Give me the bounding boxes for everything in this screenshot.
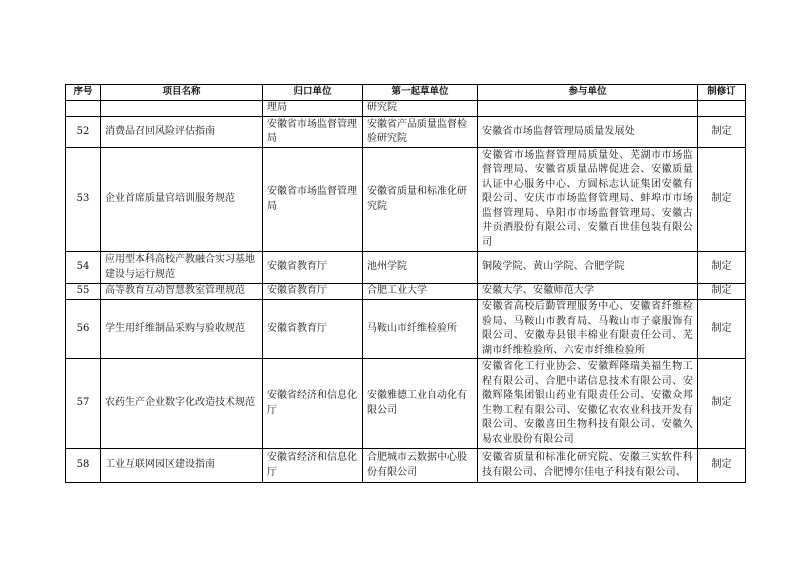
row-type: 制定	[698, 117, 746, 148]
table-cell	[478, 101, 698, 117]
row-dept: 安徽省教育厅	[263, 284, 363, 300]
row-drafter: 合肥工业大学	[363, 284, 478, 300]
table-cell	[66, 101, 101, 117]
row-name: 学生用纤维制品采购与验收规范	[101, 300, 263, 359]
row-type: 制定	[698, 284, 746, 300]
header-seq: 序号	[66, 85, 101, 101]
header-participants: 参与单位	[478, 85, 698, 101]
table-cell	[101, 101, 263, 117]
row-name: 应用型本科高校产教融合实习基地建设与运行规范	[101, 252, 263, 284]
row-drafter: 池州学院	[363, 252, 478, 284]
row-seq: 52	[66, 117, 101, 148]
row-participants: 安徽省化工行业协会、安徽辉隆瑞美福生物工程有限公司、合肥中诺信息技术有限公司、安徽辉隆集团银山药业有限责任公司、安徽众邦生物工程有限公司、安徽亿农农业科技开发有限公司、安徽喜田生物科技有限公司、安徽久易农业股份有限公司	[478, 359, 698, 449]
row-seq: 56	[66, 300, 101, 359]
row-drafter: 安徽省质量和标准化研究院	[363, 148, 478, 252]
row-drafter: 安徽省产品质量监督检验研究院	[363, 117, 478, 148]
table-cell	[698, 101, 746, 117]
row-drafter: 安徽雅德工业自动化有限公司	[363, 359, 478, 449]
row-dept: 安徽省教育厅	[263, 300, 363, 359]
row-participants: 安徽省质量和标准化研究院、安徽三实软件科技有限公司、合肥博尔佳电子科技有限公司、	[478, 449, 698, 483]
row-dept: 安徽省市场监督管理局	[263, 148, 363, 252]
row-name: 消费品召回风险评估指南	[101, 117, 263, 148]
continuation-dept: 理局	[263, 101, 363, 117]
table-row	[66, 252, 746, 284]
row-drafter: 马鞍山市纤维检验所	[363, 300, 478, 359]
row-type: 制定	[698, 300, 746, 359]
row-participants: 安徽省市场监督管理局质量处、芜湖市市场监督管理局、安徽省质量品牌促进会、安徽质量认证中心服务中心、方圆标志认证集团安徽有限公司、安庆市市场监督管理局、蚌埠市市场监督管理局、阜阳市市场监督管理局、安徽古井贡酒股份有限公司、安徽百世佳包装有限公司	[478, 148, 698, 252]
row-name: 农药生产企业数字化改造技术规范	[101, 359, 263, 449]
header-dept: 归口单位	[263, 85, 363, 101]
row-seq: 58	[66, 449, 101, 483]
row-participants: 安徽省高校后勤管理服务中心、安徽省纤维检验局、马鞍山市教育局、马鞍山市子豪服饰有限公司、安徽寿县银丰棉业有限责任公司、芜湖市纤维检验所、六安市纤维检验所	[478, 300, 698, 359]
table-row	[66, 359, 746, 449]
table-row	[66, 449, 746, 483]
row-dept: 安徽省经济和信息化厅	[263, 449, 363, 483]
header-name: 项目名称	[101, 85, 263, 101]
row-seq: 55	[66, 284, 101, 300]
continuation-drafter: 研究院	[363, 101, 478, 117]
header-type: 制修订	[698, 85, 746, 101]
row-name: 高等教育互动智慧教室管理规范	[101, 284, 263, 300]
row-drafter: 合肥城市云数据中心股份有限公司	[363, 449, 478, 483]
row-seq: 57	[66, 359, 101, 449]
row-type: 制定	[698, 148, 746, 252]
row-dept: 安徽省市场监督管理局	[263, 117, 363, 148]
standards-table	[65, 84, 746, 483]
table-row	[66, 117, 746, 148]
continuation-row	[66, 101, 746, 117]
table-row	[66, 300, 746, 359]
row-name: 工业互联网园区建设指南	[101, 449, 263, 483]
row-type: 制定	[698, 449, 746, 483]
row-name: 企业首席质量官培训服务规范	[101, 148, 263, 252]
row-participants: 安徽省市场监督管理局质量发展处	[478, 117, 698, 148]
table-header-row	[66, 85, 746, 101]
header-drafter: 第一起草单位	[363, 85, 478, 101]
row-seq: 54	[66, 252, 101, 284]
table-row	[66, 284, 746, 300]
row-dept: 安徽省教育厅	[263, 252, 363, 284]
table-row	[66, 148, 746, 252]
row-participants: 铜陵学院、黄山学院、合肥学院	[478, 252, 698, 284]
row-participants: 安徽大学、安徽师范大学	[478, 284, 698, 300]
row-dept: 安徽省经济和信息化厅	[263, 359, 363, 449]
row-type: 制定	[698, 252, 746, 284]
row-type: 制定	[698, 359, 746, 449]
row-seq: 53	[66, 148, 101, 252]
